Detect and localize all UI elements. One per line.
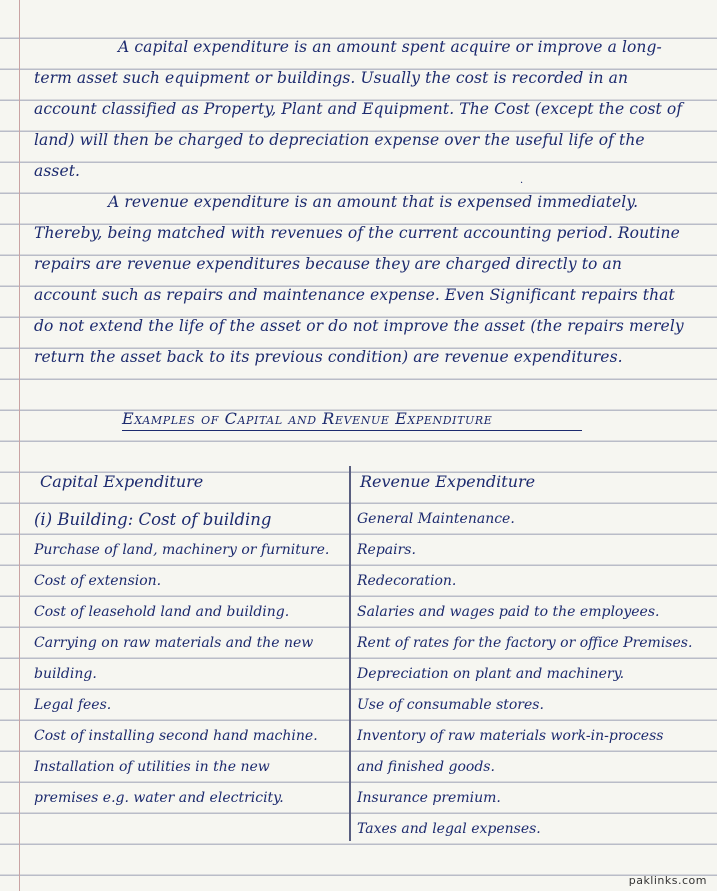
revenue-row: Use of consumable stores. bbox=[357, 697, 544, 713]
capital-row: Legal fees. bbox=[34, 697, 112, 713]
capital-row: Purchase of land, machinery or furniture. bbox=[34, 542, 330, 558]
revenue-row: Insurance premium. bbox=[357, 790, 501, 806]
examples-heading: Examples of Capital and Revenue Expenditure bbox=[122, 409, 582, 431]
capital-row: Installation of utilities in the new bbox=[34, 759, 270, 775]
watermark: paklinks.com bbox=[628, 874, 707, 887]
capital-row: premises e.g. water and electricity. bbox=[34, 790, 284, 806]
expenditure-table bbox=[0, 466, 717, 846]
revenue-expenditure-paragraph: A revenue expenditure is an amount that is expensed immediately. Thereby, being matched with revenues of the current accounting period. Routine repairs are revenue expenditures because they are charged directly to an account such as repairs and maintenance expense. Even Significant repairs that do not extend the life of the asset or do not improve the asset (the repairs merely return the asset back to its previous condition) are revenue expenditures. bbox=[34, 193, 684, 366]
revenue-row: Inventory of raw materials work-in-process bbox=[357, 728, 664, 744]
capital-column-header: Capital Expenditure bbox=[40, 472, 204, 491]
ink-dot: · bbox=[520, 178, 524, 189]
revenue-row: Taxes and legal expenses. bbox=[357, 821, 541, 837]
revenue-row: Rent of rates for the factory or office Premises. bbox=[357, 635, 693, 651]
column-divider bbox=[349, 466, 351, 841]
capital-row: Cost of leasehold land and building. bbox=[34, 604, 290, 620]
revenue-row: and finished goods. bbox=[357, 759, 495, 775]
capital-expenditure-paragraph: A capital expenditure is an amount spent acquire or improve a long-term asset such equipment or buildings. Usually the cost is recorded in an account classified as Property, Plant and Equipment. The Cost (except the cost of land) will then be charged to depreciation expense over the useful life of the asset. bbox=[34, 38, 683, 180]
capital-rows bbox=[34, 504, 346, 814]
revenue-row: Redecoration. bbox=[357, 573, 457, 589]
revenue-row: Salaries and wages paid to the employees. bbox=[357, 604, 660, 620]
revenue-row: Depreciation on plant and machinery. bbox=[357, 666, 625, 682]
capital-row: Cost of extension. bbox=[34, 573, 162, 589]
revenue-row: Repairs. bbox=[357, 542, 416, 558]
capital-row: building. bbox=[34, 666, 97, 682]
revenue-row: General Maintenance. bbox=[357, 511, 515, 527]
capital-row: Cost of installing second hand machine. bbox=[34, 728, 318, 744]
capital-row: (i) Building: Cost of building bbox=[34, 510, 272, 529]
capital-row: Carrying on raw materials and the new bbox=[34, 635, 314, 651]
revenue-column-header: Revenue Expenditure bbox=[360, 472, 536, 491]
revenue-rows bbox=[357, 504, 702, 845]
